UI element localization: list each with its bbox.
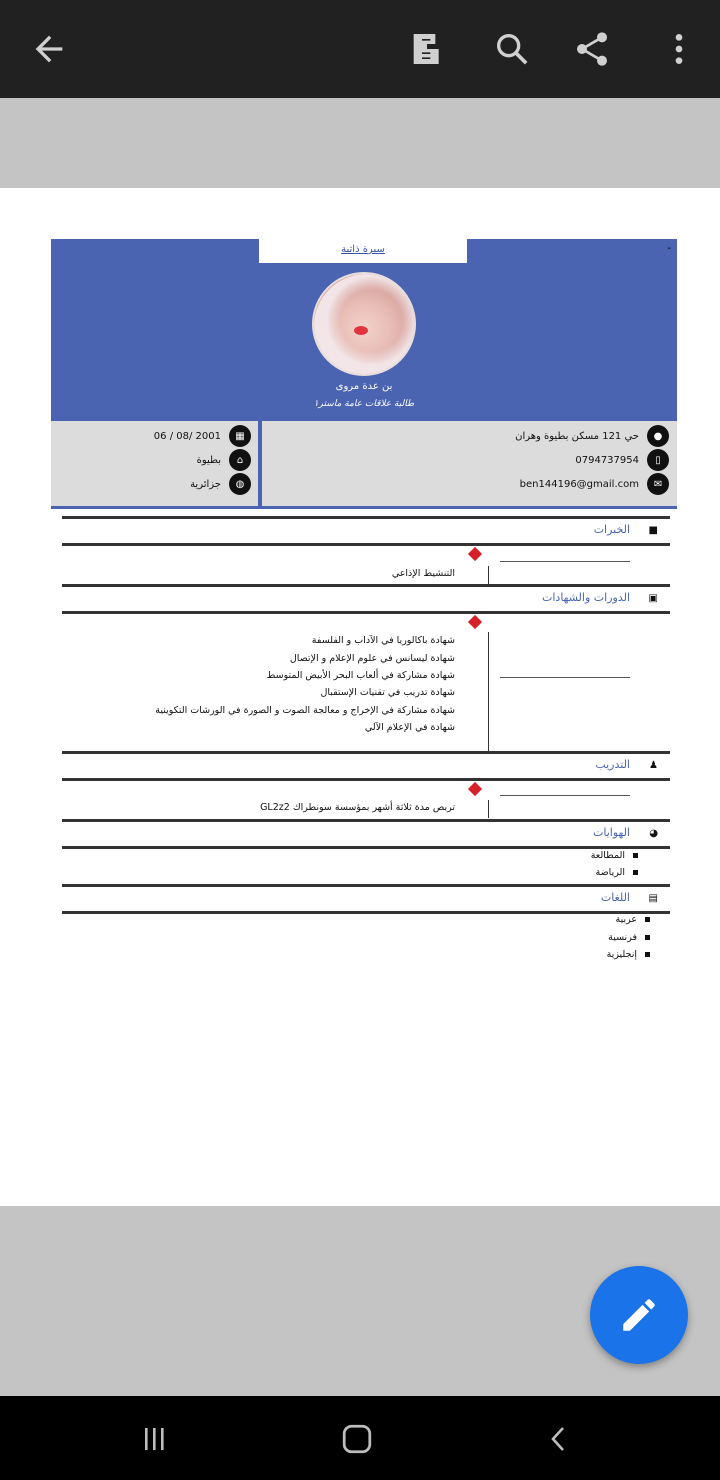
system-nav-bar xyxy=(0,1396,720,1480)
share-icon[interactable] xyxy=(567,24,617,74)
language-label: إنجليزية xyxy=(606,949,637,960)
globe-icon: ◍ xyxy=(229,473,251,495)
nationality-value: جزائرية xyxy=(190,478,221,490)
language-label: عربية xyxy=(615,914,637,925)
training-entry: تربص مدة ثلاثة أشهر بمؤسسة سونطراك GL2z2 xyxy=(260,802,455,813)
personal-info xyxy=(51,421,677,509)
address-value: حي 121 مسكن بطيوة وهران xyxy=(515,430,639,442)
birthdate-row xyxy=(154,425,251,447)
info-divider xyxy=(258,421,262,509)
search-icon[interactable] xyxy=(487,24,537,74)
calendar-icon: ▦ xyxy=(229,425,251,447)
photo-lips xyxy=(354,326,368,335)
edit-pencil-icon xyxy=(618,1294,660,1336)
edit-fab-button[interactable] xyxy=(590,1266,688,1364)
course-entry: شهادة باكالوريا في الآداب و الفلسفة xyxy=(311,635,455,646)
timeline-line xyxy=(500,561,630,562)
hobby-item xyxy=(591,850,638,861)
experience-entry: التنشيط الإذاعي xyxy=(391,568,455,579)
back-icon[interactable] xyxy=(534,1414,584,1464)
person-icon: ♟ xyxy=(649,760,658,771)
section-courses-title: الدورات والشهادات xyxy=(542,591,630,604)
course-entry: شهادة في الإعلام الآلي xyxy=(364,722,455,733)
top-toolbar xyxy=(0,0,720,98)
address-row xyxy=(515,425,669,447)
timeline-vline xyxy=(488,566,489,584)
email-value: ben144196@gmail.com xyxy=(519,478,639,490)
diamond-marker xyxy=(468,547,482,561)
section-training-header xyxy=(62,751,670,781)
language-item xyxy=(607,949,650,960)
phone-value: 0794737954 xyxy=(575,454,639,466)
nationality-row xyxy=(190,473,251,495)
phone-row xyxy=(575,449,669,471)
birthplace-row xyxy=(197,449,251,471)
mail-icon: ✉ xyxy=(647,473,669,495)
diamond-marker xyxy=(468,615,482,629)
location-pin-icon: ● xyxy=(647,425,669,447)
course-entry: شهادة مشاركة في الإخراج و معالجة الصوت و الصورة في الورشات التكوينية xyxy=(155,705,455,716)
section-languages-title: اللغات xyxy=(600,891,630,904)
timeline-vline xyxy=(488,632,489,752)
cv-name: بن عدة مروى xyxy=(335,381,393,392)
palette-icon: ◕ xyxy=(649,828,658,839)
back-arrow-icon[interactable] xyxy=(24,24,74,74)
timeline-line xyxy=(500,677,630,678)
language-item xyxy=(615,914,650,925)
language-item xyxy=(608,932,650,943)
course-entry: شهادة تدريب في تقنيات الإستقبال xyxy=(320,687,455,698)
course-entry: شهادة ليسانس في علوم الإعلام و الإتصال xyxy=(289,653,455,664)
timeline-vline xyxy=(488,800,489,818)
section-training-title: التدريب xyxy=(595,758,630,771)
home-icon: ⌂ xyxy=(229,449,251,471)
cv-subtitle: طالبة علاقات عامة ماستر١ xyxy=(313,399,415,409)
photo-hijab xyxy=(314,274,416,376)
hobby-label: المطالعة xyxy=(590,850,625,861)
more-vert-icon[interactable] xyxy=(654,24,704,74)
language-icon: ▤ xyxy=(648,893,658,904)
email-row xyxy=(520,473,669,495)
briefcase-icon: ■ xyxy=(648,525,658,536)
header-dash: - xyxy=(667,243,671,254)
list-bullet xyxy=(645,935,650,940)
course-entry: شهادة مشاركة في ألعاب البحر الأبيض المتوسط xyxy=(266,670,455,681)
section-languages-header xyxy=(62,884,670,914)
list-bullet xyxy=(645,917,650,922)
certificate-icon: ▣ xyxy=(648,593,658,604)
list-bullet xyxy=(633,870,638,875)
language-label: فرنسية xyxy=(608,932,637,943)
cv-title: سيرة ذاتية xyxy=(259,239,467,263)
cv-header xyxy=(51,239,677,421)
list-bullet xyxy=(633,853,638,858)
profile-photo xyxy=(312,272,416,376)
phone-icon: ▯ xyxy=(647,449,669,471)
recent-apps-icon[interactable] xyxy=(130,1414,180,1464)
section-experience-title: الخبرات xyxy=(593,523,630,536)
hobby-item xyxy=(596,867,638,878)
section-experience-header xyxy=(62,516,670,546)
section-hobbies-title: الهوايات xyxy=(593,826,630,839)
home-icon[interactable] xyxy=(332,1414,382,1464)
hobby-label: الرياضة xyxy=(595,867,625,878)
reading-mode-icon[interactable] xyxy=(402,24,452,74)
list-bullet xyxy=(645,952,650,957)
timeline-line xyxy=(500,795,630,796)
birthdate-value: 2001 /08 / 06 xyxy=(153,430,221,442)
birthplace-value: بطيوة xyxy=(196,454,221,466)
diamond-marker xyxy=(468,782,482,796)
section-courses-header xyxy=(62,584,670,614)
document-page[interactable] xyxy=(0,188,720,1206)
section-hobbies-header xyxy=(62,819,670,849)
